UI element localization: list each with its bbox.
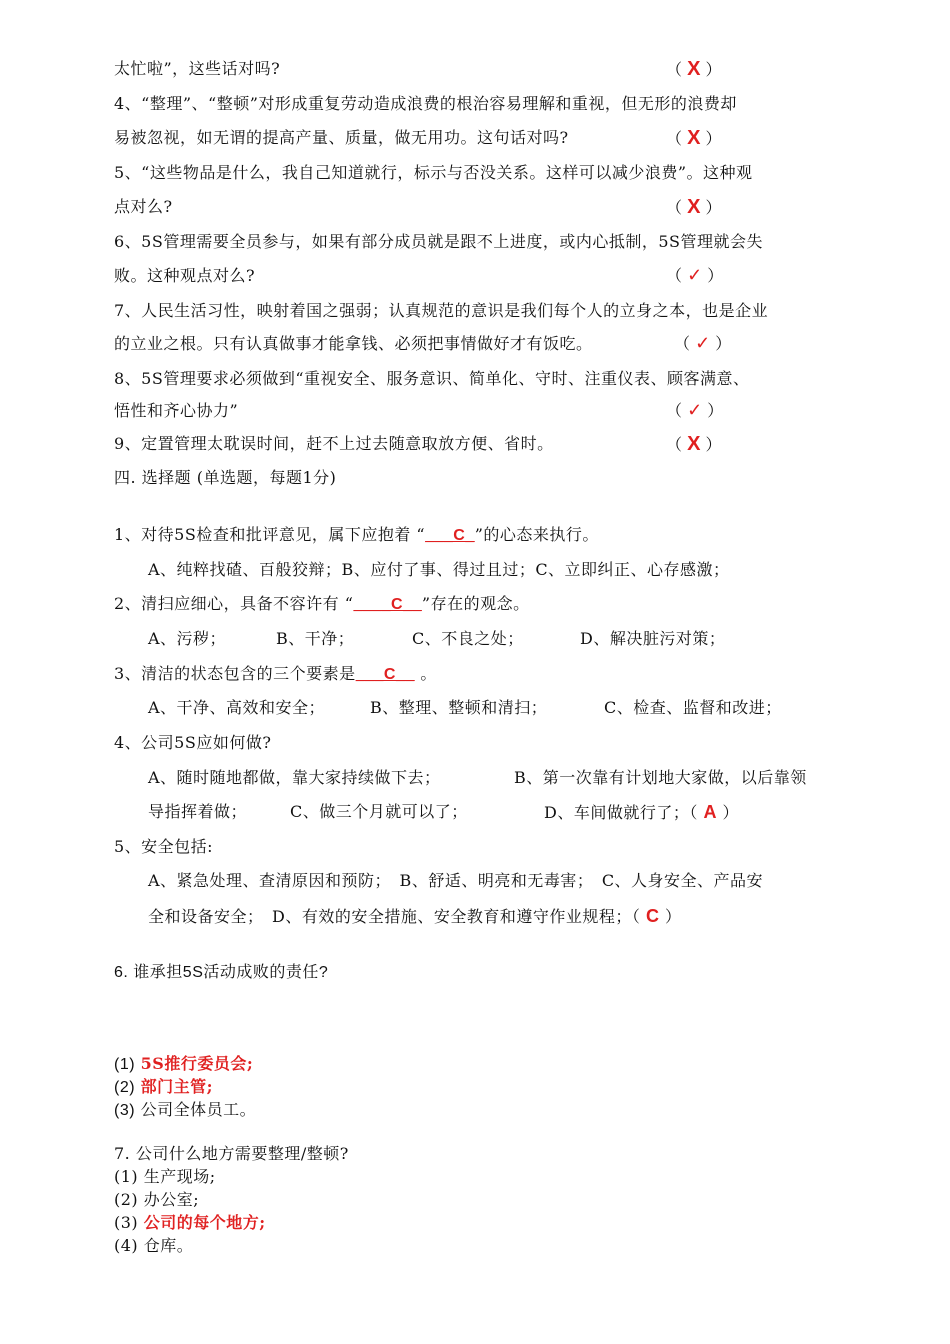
answer-bracket-2: （ X ） (666, 127, 722, 149)
option-b: B、第一次靠有计划地大家做，以后靠领 (514, 768, 807, 787)
judge-line-9: 8、5S管理要求必须做到“重视安全、服务意识、简单化、守时、注重仪表、顾客满意、 (114, 369, 750, 388)
question-5-options-1: A、紧急处理、查清原因和预防； B、舒适、明亮和无毒害； C、人身安全、产品安 (148, 871, 764, 890)
answer-bracket-0: （ X ） (666, 58, 722, 80)
answer-blank: ___C__ (355, 666, 415, 683)
option-c: C、检查、监督和改进； (604, 698, 782, 717)
option-b-cont: 导指挥着做； (148, 802, 248, 821)
question-1-options: A、纯粹找碴、百般狡辩；B、应付了事、得过且过；C、立即纠正、心存感激； (148, 560, 730, 579)
answer-bracket-8: （ ✓ ） (674, 333, 732, 354)
wrong-mark: X (687, 127, 701, 149)
section-title: 四. 选择题 (单选题，每题1分) (114, 468, 337, 487)
option-a: A、干净、高效和安全； (148, 698, 326, 717)
judge-line-10: 悟性和齐心协力” (114, 401, 239, 420)
answer-blank: ___C_ (425, 527, 475, 544)
judge-line-11: 9、定置管理太耽误时间，赶不上过去随意取放方便、省时。 (114, 434, 554, 453)
option-a: A、随时随地都做，靠大家持续做下去； (148, 768, 441, 787)
judge-line-1: 4、“整理”、“整顿”对形成重复劳动造成浪费的根治容易理解和重视，但无形的浪费却 (114, 94, 737, 113)
answer-bracket-6: （ ✓ ） (666, 265, 724, 286)
judge-line-8: 的立业之根。只有认真做事才能拿钱、必须把事情做好才有饭吃。 (114, 334, 593, 353)
judge-line-5: 6、5S管理需要全员参与，如果有部分成员就是跟不上进度，或内心抵制，5S管理就会失 (114, 232, 763, 251)
q7-option-1: (1) 生产现场; (114, 1167, 216, 1186)
question-1: 1、对待5S检查和批评意见，属下应抱着 “___C_”的心态来执行。 (114, 525, 599, 544)
question-3: 3、清洁的状态包含的三个要素是___C__ 。 (114, 664, 437, 683)
option-d: D、车间做就行了；（ A ） (544, 802, 740, 822)
judge-line-6: 败。这种观点对么? (114, 266, 256, 285)
answer-blank: ____C__ (353, 596, 422, 613)
question-4: 4、公司5S应如何做? (114, 733, 272, 752)
wrong-mark: X (687, 196, 701, 218)
q6-option-1: (1) 5S推行委员会; (114, 1054, 254, 1073)
question-5: 5、安全包括: (114, 837, 214, 856)
wrong-mark: X (687, 433, 701, 455)
wrong-mark: X (687, 58, 701, 80)
q6-option-3: (3) 公司全体员工。 (114, 1100, 257, 1119)
option-b: B、干净； (276, 629, 355, 648)
answer-bracket-10: （ ✓ ） (666, 400, 724, 421)
judge-line-2: 易被忽视，如无谓的提高产量、质量，做无用功。这句话对吗? (114, 128, 569, 147)
q7-option-3: (3) 公司的每个地方; (114, 1213, 266, 1232)
q7-option-2: (2) 办公室; (114, 1190, 200, 1209)
answer-bracket-4: （ X ） (666, 196, 722, 218)
question-5-options-2: 全和设备安全； D、有效的安全措施、安全教育和遵守作业规程；（ C ） (148, 906, 682, 926)
option-b: B、整理、整顿和清扫； (370, 698, 548, 717)
option-d: D、解决脏污对策； (580, 629, 726, 648)
judge-line-4: 点对么? (114, 197, 173, 216)
check-mark-icon: ✓ (695, 333, 711, 354)
judge-line-7: 7、人民生活习性，映射着国之强弱；认真规范的意识是我们每个人的立身之本，也是企业 (114, 301, 769, 320)
check-mark-icon: ✓ (687, 400, 703, 421)
answer-letter: C (645, 906, 660, 926)
q7-option-4: (4) 仓库。 (114, 1236, 194, 1255)
judge-line-3: 5、“这些物品是什么，我自己知道就行，标示与否没关系。这样可以减少浪费”。这种观 (114, 163, 753, 182)
q6-option-2: (2) 部门主管; (114, 1077, 214, 1096)
question-6: 6. 谁承担5S活动成败的责任? (114, 964, 329, 981)
check-mark-icon: ✓ (687, 265, 703, 286)
option-c: C、做三个月就可以了； (290, 802, 468, 821)
question-2: 2、清扫应细心，具备不容许有 “____C__”存在的观念。 (114, 594, 530, 613)
judge-line-0: 太忙啦”，这些话对吗? (114, 59, 281, 78)
option-c: C、不良之处； (412, 629, 524, 648)
option-a: A、污秽； (148, 629, 227, 648)
question-7: 7. 公司什么地方需要整理/整顿? (114, 1144, 349, 1163)
answer-bracket-11: （ X ） (666, 433, 722, 455)
answer-letter: A (703, 802, 717, 822)
